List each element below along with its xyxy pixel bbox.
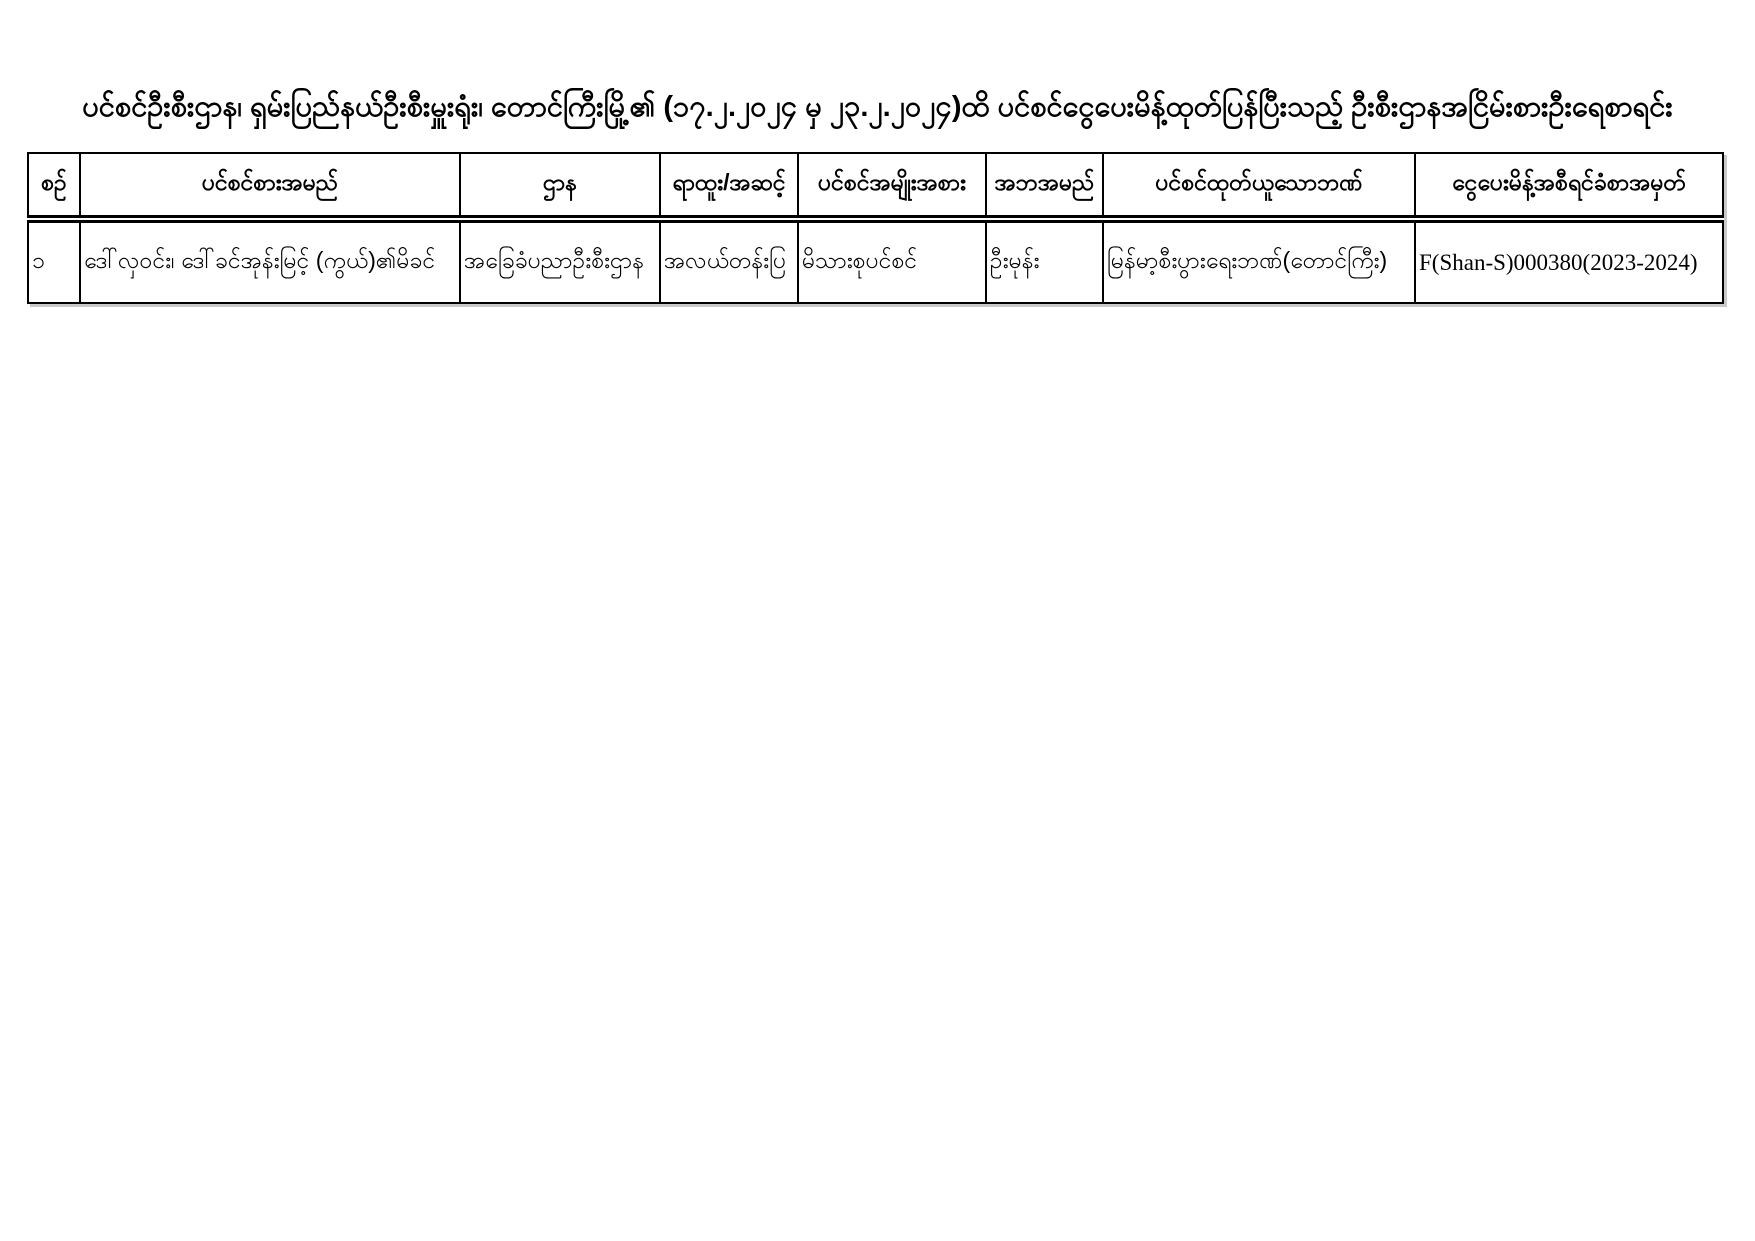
column-header-bank: ပင်စင်ထုတ်ယူသောဘဏ်	[1103, 153, 1415, 219]
pensioners-table	[27, 152, 1724, 304]
column-header-father-name: အဘအမည်	[986, 153, 1103, 219]
cell-serial: ၁	[28, 219, 80, 303]
column-header-department: ဌာန	[460, 153, 660, 219]
table-row	[28, 219, 1723, 303]
column-header-payment-order-no: ငွေပေးမိန့်အစီရင်ခံစာအမှတ်	[1415, 153, 1723, 219]
cell-pensioner-name: ဒေါ်လှဝင်း၊ ဒေါ်ခင်အုန်းမြင့် (ကွယ်)၏မိခင်	[80, 219, 460, 303]
cell-payment-order-no: F(Shan-S)000380(2023-2024)	[1415, 219, 1723, 303]
cell-department: အခြေခံပညာဦးစီးဌာန	[460, 219, 660, 303]
column-header-pensioner-name: ပင်စင်စားအမည်	[80, 153, 460, 219]
page-title: ပင်စင်ဦးစီးဌာန၊ ရှမ်းပြည်နယ်ဦးစီးမှူးရုံး၊ တောင်ကြီးမြို့၏ (၁၇.၂.၂၀၂၄ မှ ၂၃.၂.၂၀၂၄)ထိ ပင်စင်ငွေပေးမိန့်ထုတ်ပြန်ပြီးသည့် ဦးစီးဌာနအငြိမ်းစားဦးရေစာရင်း	[82, 91, 1673, 123]
cell-father-name: ဦးမုန်း	[986, 219, 1103, 303]
cell-pension-type: မိသားစုပင်စင်	[798, 219, 986, 303]
column-header-serial: စဉ်	[28, 153, 80, 219]
cell-bank: မြန်မာ့စီးပွားရေးဘဏ်(တောင်ကြီး)	[1103, 219, 1415, 303]
cell-position-rank: အလယ်တန်းပြ	[660, 219, 798, 303]
column-header-position-rank: ရာထူး/အဆင့်	[660, 153, 798, 219]
column-header-pension-type: ပင်စင်အမျိုးအစား	[798, 153, 986, 219]
header-row	[28, 153, 1723, 219]
